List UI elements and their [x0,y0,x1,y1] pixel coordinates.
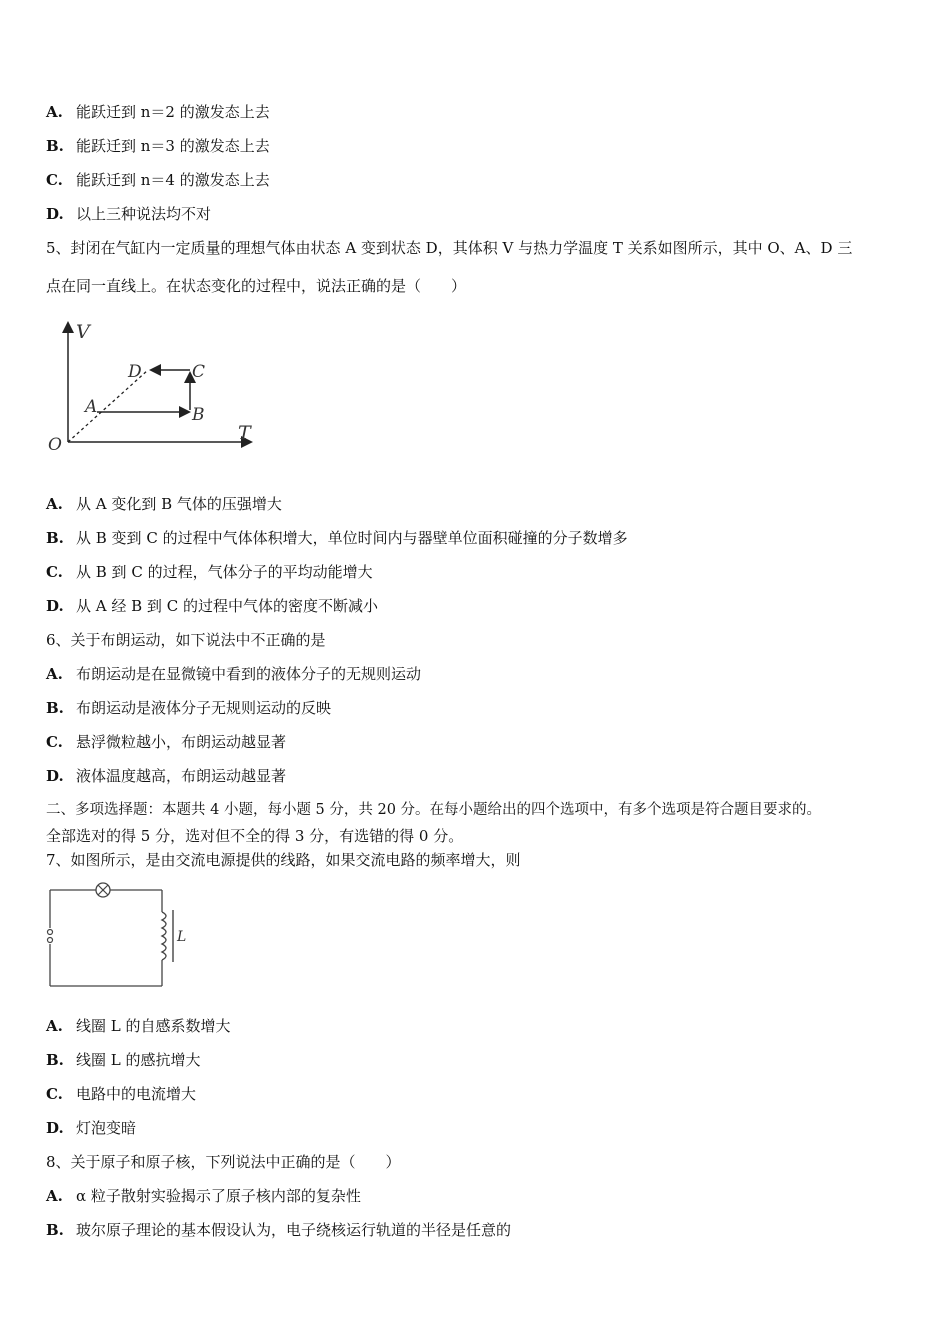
section2-line1: 二、多项选择题：本题共 4 小题，每小题 5 分，共 20 分。在每小题给出的四个选项中，有多个选项是符合题目要求的。 [46,802,822,818]
q7-stem: 7、如图所示，是由交流电源提供的线路，如果交流电路的频率增大，则 [46,851,521,869]
circuit-diagram [40,878,200,994]
q8-stem: 8、关于原子和原子核，下列说法中正确的是（ ） [46,1153,401,1171]
lamp-icon [96,883,110,897]
q5-option-a: A. 从 A 变化到 B 气体的压强增大 [46,495,282,513]
t-axis-label: T [238,422,251,444]
ac-source-icon [48,930,53,943]
inductor-label: L [177,929,187,945]
a-label: A [85,397,98,417]
q6-option-b: B. 布朗运动是液体分子无规则运动的反映 [46,699,332,717]
q7-option-d: D. 灯泡变暗 [46,1119,137,1137]
q4-option-b: B. 能跃迁到 n＝3 的激发态上去 [46,137,270,155]
q5-option-c: C. 从 B 到 C 的过程，气体分子的平均动能增大 [46,563,373,581]
q8-option-a: A. α 粒子散射实验揭示了原子核内部的复杂性 [46,1187,361,1205]
section2-line2: 全部选对的得 5 分，选对但不全的得 3 分，有选错的得 0 分。 [46,827,464,845]
inductor-coil-icon [162,912,166,960]
o-label: O [48,435,62,455]
vt-diagram [40,312,270,462]
b-label: B [192,405,205,425]
q7-option-c: C. 电路中的电流增大 [46,1085,197,1103]
q6-option-c: C. 悬浮微粒越小，布朗运动越显著 [46,733,287,751]
q4-option-d: D. 以上三种说法均不对 [46,205,212,223]
v-axis-label: V [76,321,90,343]
q5-stem-line1: 5、封闭在气缸内一定质量的理想气体由状态 A 变到状态 D，其体积 V 与热力学温度 T 关系如图所示，其中 O、A、D 三 [46,239,853,257]
c-label: C [192,362,206,382]
q6-option-a: A. 布朗运动是在显微镜中看到的液体分子的无规则运动 [46,665,422,683]
q6-option-d: D. 液体温度越高，布朗运动越显著 [46,767,287,785]
d-label: D [128,362,142,382]
q5-option-d: D. 从 A 经 B 到 C 的过程中气体的密度不断减小 [46,597,378,615]
q4-option-a: A. 能跃迁到 n＝2 的激发态上去 [46,103,270,121]
q8-option-b: B. 玻尔原子理论的基本假设认为，电子绕核运行轨道的半径是任意的 [46,1221,512,1239]
q7-option-b: B. 线圈 L 的感抗增大 [46,1051,201,1069]
q5-option-b: B. 从 B 变到 C 的过程中气体体积增大，单位时间内与器壁单位面积碰撞的分子数增多 [46,529,628,547]
q6-stem: 6、关于布朗运动，如下说法中不正确的是 [46,631,326,649]
q5-stem-line2: 点在同一直线上。在状态变化的过程中，说法正确的是（ ） [46,277,467,295]
q7-option-a: A. 线圈 L 的自感系数增大 [46,1017,231,1035]
q4-option-c: C. 能跃迁到 n＝4 的激发态上去 [46,171,270,189]
